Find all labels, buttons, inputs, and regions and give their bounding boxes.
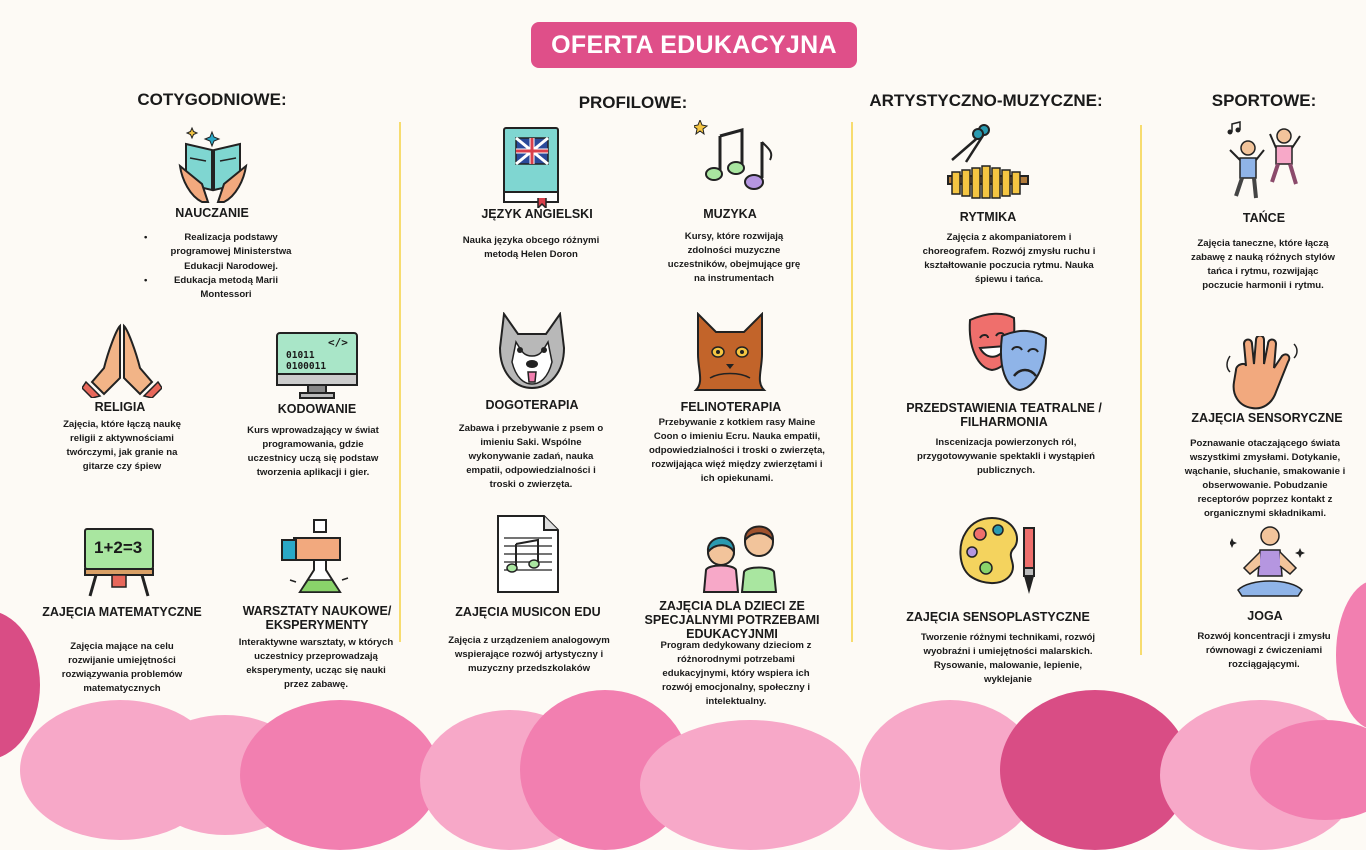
chalkboard-icon [82,526,156,598]
item-desc-theatre: Inscenizacja powierzonych ról, przygotowywanie spektakli i wystąpień publicznych. [916,437,1096,476]
decor-blob [240,700,440,850]
praying-hands-icon [82,316,162,398]
item-title-math: ZAJĘCIA MATEMATYCZNE [42,605,202,619]
children-icon [700,514,780,594]
item-title-dance: TAŃCE [1242,211,1286,225]
item-desc-sensory: Poznawanie otaczającego świata wszystkimi zmysłami. Dotykanie, wąchanie, słuchanie, smakowanie i obserwowanie. Pobudzanie receptorów poprzez kontakt z organicznymi składnikami. [1184,438,1346,519]
paint-palette-icon [958,514,1042,596]
item-title-dog: DOGOTERAPIA [485,398,579,412]
item-title-art: ZAJĘCIA SENSOPLASTYCZNE [906,610,1090,624]
open-book-icon [172,124,254,206]
item-desc-dog: Zabawa i przebywanie z psem o imieniu Saki. Wspólne wykonywanie zadań, nauka empatii, odpowiedzialności i troski o zwierzęta. [458,423,604,490]
item-title-science: WARSZTATY NAUKOWE/ EKSPERYMENTY [242,604,392,632]
screen-binary-line: 01011 [286,350,315,361]
music-notes-icon [694,120,776,196]
page-title: OFERTA EDUKACYJNA [531,22,857,68]
item-title-rhythm: RYTMIKA [959,210,1017,224]
item-desc-special: Program dedykowany dzieciom z różnorodnymi potrzebami edukacyjnymi, który wspiera ich rozwój emocjonalny, społeczny i intelektualny. [660,640,812,707]
item-desc-coding: Kurs wprowadzający w świat programowania, gdzie uczestnicy uczą się podstaw tworzenia aplikacji i gier. [247,425,379,478]
theatre-masks-icon [966,312,1050,392]
column-header-weekly: COTYGODNIOWE: [137,90,287,109]
item-title-special: ZAJĘCIA DLA DZIECI ZE SPECJALNYMI POTRZEBAMI EDUKACYJNMI [644,599,820,641]
item-title-cat: FELINOTERAPIA [680,400,782,414]
bullet-item: • Edukacja metodą Marii Montessori [140,274,300,303]
item-title-yoga: JOGA [1247,609,1283,623]
dancers-icon [1226,120,1310,202]
xylophone-icon [946,120,1030,200]
board-equation: 1+2=3 [94,538,143,557]
item-title-english: JĘZYK ANGIELSKI [481,207,593,221]
teaching-bullet-list [140,231,300,302]
column-divider [851,122,853,642]
decor-blob [640,720,860,850]
english-book-icon [498,126,562,208]
item-title-theatre: PRZEDSTAWIENIA TEATRALNE / FILHARMONIA [906,401,1102,429]
column-header-profile: PROFILOWE: [578,93,688,112]
item-title-music: MUZYKA [703,207,757,221]
item-title-teaching: NAUCZANIE [175,206,249,220]
bullet-item: • Realizacja podstawy programowej Ministerstwa Edukacji Narodowej. [140,231,300,274]
item-desc-musicon: Zajęcia z urządzeniem analogowym wspierające rozwój artystyczny i muzyczny przedszkolaków [448,635,610,674]
item-title-coding: KODOWANIE [277,402,357,416]
yoga-icon [1230,524,1310,602]
sensory-hand-icon [1226,336,1300,414]
column-header-sport: SPORTOWE: [1211,91,1317,110]
item-desc-music: Kursy, które rozwijają zdolności muzyczne uczestników, obejmujące grę na instrumentach [667,231,801,284]
item-desc-rhythm: Zajęcia z akompaniatorem i choreografem. Rozwój zmysłu ruchu i kształtowanie poczucia rytmu. Nauka śpiewu i tańca. [922,232,1096,285]
screen-code-tag: </> [328,336,348,349]
item-desc-yoga: Rozwój koncentracji i zmysłu równowagi z ćwiczeniami rozciągającymi. [1197,631,1331,670]
item-desc-science: Interaktywne warsztaty, w których uczestnicy przeprowadzają eksperymenty, ucząc się nauki przez zabawę. [238,637,394,690]
column-divider [399,122,401,642]
column-divider [1140,125,1142,655]
screen-binary-line: 0100011 [286,361,327,372]
flask-hand-icon [280,516,352,598]
sheet-music-icon [496,514,560,594]
item-desc-math: Zajęcia mające na celu rozwijanie umiejętności rozwiązywania problemów matematycznych [61,641,183,694]
item-desc-dance: Zajęcia taneczne, które łączą zabawę z nauką różnych stylów tańca i rytmu, rozwijając poczucie harmonii i rytmu. [1191,238,1335,291]
item-title-religion: RELIGIA [94,400,146,414]
item-desc-religion: Zajęcia, które łączą naukę religii z aktywnościami twórczymi, jak granie na gitarze czy śpiew [63,419,181,472]
item-title-musicon: ZAJĘCIA MUSICON EDU [455,605,601,619]
item-desc-art: Tworzenie różnymi technikami, rozwój wyobraźni i umiejętności malarskich. Rysowanie, malowanie, lepienie, wyklejanie [920,632,1096,685]
dog-icon [496,312,568,392]
item-desc-english: Nauka języka obcego różnymi metodą Helen Doron [462,235,600,260]
item-desc-cat: Przebywanie z kotkiem rasy Maine Coon o imieniu Ecru. Nauka empatii, odpowiedzialności i troski o zwierzęta, rozwijająca więź między zwierzętami i ich opiekunami. [649,417,825,484]
decor-blob [1336,580,1366,730]
cat-icon [692,312,768,392]
column-header-artistic: ARTYSTYCZNO-MUZYCZNE: [869,91,1103,110]
item-title-sensory: ZAJĘCIA SENSORYCZNE [1191,411,1343,425]
